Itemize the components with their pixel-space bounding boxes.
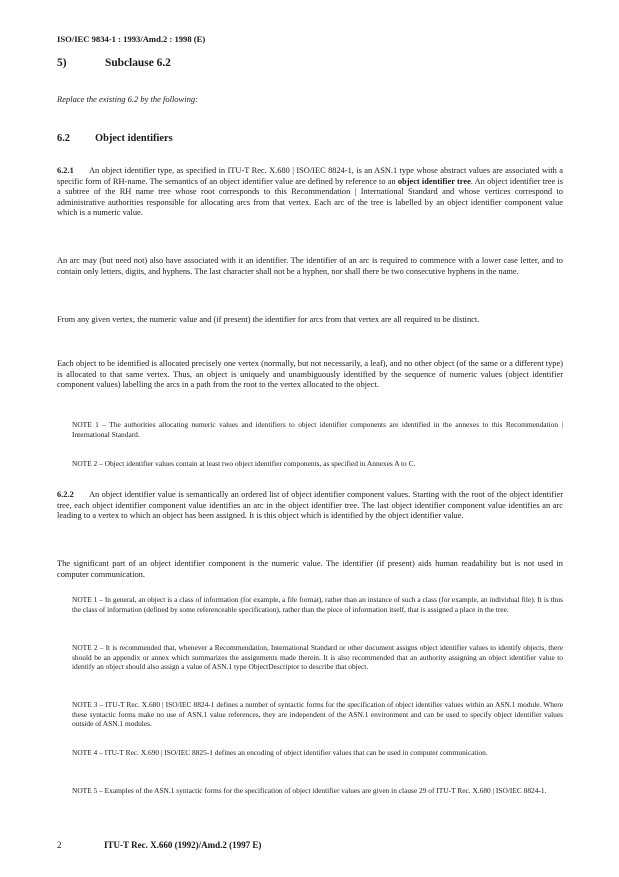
paragraph-6-2-1-3: From any given vertex, the numeric value and (if present) the identifier for arcs from that vertex are all required to be distinct.	[57, 315, 480, 324]
subclause-heading	[57, 57, 171, 69]
term-object-identifier-tree: object identifier tree	[397, 176, 471, 186]
replace-instruction: Replace the existing 6.2 by the following:	[57, 94, 198, 104]
paragraph-6-2-2-2: The significant part of an object identifier component is the numeric value. The identifier (if present) aids human readability but is not used in computer communication.	[57, 559, 563, 579]
paragraph-6-2-1-4: Each object to be identified is allocated precisely one vertex (normally, but not necessarily, a leaf), and no other object (of the same or a different type) is allocated to that same vertex. Thus, an object is uniquely and unambiguously identified by the sequence of numeric values (object identifier component values) labelling the arcs in a path from the root to the vertex allocated to the object.	[57, 359, 563, 390]
subclause-number: 5)	[57, 57, 67, 69]
page-footer	[57, 840, 261, 850]
clause-number-6-2-2: 6.2.2	[57, 490, 74, 499]
paragraph-6-2-1-2: An arc may (but need not) also have associated with it an identifier. The identifier of an arc is required to commence with a lower case letter, and to contain only letters, digits, and hyphens. The last character shall not be a hyphen, nor shall there be two consecutive hyphens in the name.	[57, 256, 563, 276]
section-heading	[57, 133, 173, 144]
clause-number-6-2-1: 6.2.1	[57, 166, 74, 175]
page-number: 2	[57, 840, 62, 850]
paragraph-6-2-2-1: 6.2.2 An object identifier value is semantically an ordered list of object identifier component values. Starting with the root of the object identifier tree, each object identifier component value identifies an arc in the object identifier tree. The last object identifier component value identifies an arc leading to a vertex to which an object has been assigned. It is this object which is identified by the object identifier value.	[57, 490, 563, 521]
note-6-2-2-1: NOTE 1 – In general, an object is a class of information (for example, a file format), rather than an instance of such a class (for example, an individual file). It is thus the class of information (defined by some referenceable specification), rather than the piece of information itself, that is assigned a place in the tree.	[72, 595, 563, 614]
section-title: Object identifiers	[95, 133, 173, 144]
note-6-2-1-1: NOTE 1 – The authorities allocating numeric values and identifiers to object identifier components are identified in the annexes to this Recommendation | International Standard.	[72, 420, 563, 439]
subclause-title: Subclause 6.2	[105, 57, 171, 69]
note-6-2-2-2: NOTE 2 – It is recommended that, whenever a Recommendation, International Standard or other document assigns object identifier values to identify objects, there should be an appendix or annex which summarizes the assignments made therein. It is also recommended that an authority assigning an object identifier value to identify an object should also assign a value of ASN.1 type ObjectDescriptor to describe that object.	[72, 643, 563, 672]
paragraph-6-2-1-1: 6.2.1 An object identifier type, as specified in ITU-T Rec. X.680 | ISO/IEC 8824-1, is an ASN.1 type whose abstract values are associated with a specific form of RH-name. The semantics of an object identifier value are defined by reference to an object identifier tree. An object identifier tree is a subtree of the RH name tree whose root corresponds to this Recommendation | International Standard and whose vertices correspond to administrative authorities responsible for allocating arcs from that vertex. Each arc of the tree is labelled by an object identifier component value which is a numeric value.	[57, 166, 563, 218]
running-header: ISO/IEC 9834-1 : 1993/Amd.2 : 1998 (E)	[57, 34, 206, 44]
note-6-2-2-4: NOTE 4 – ITU-T Rec. X.690 | ISO/IEC 8825-1 defines an encoding of object identifier values that can be used in computer communication.	[72, 748, 488, 757]
note-6-2-2-3: NOTE 3 – ITU-T Rec. X.680 | ISO/IEC 8824-1 defines a number of syntactic forms for the specification of object identifier values within an ASN.1 module. Where these syntactic forms make no use of ASN.1 value references, they are independent of the ASN.1 environment and can be used to specify object identifier values outside of ASN.1 modules.	[72, 700, 563, 729]
footer-title: ITU-T Rec. X.660 (1992)/Amd.2 (1997 E)	[104, 840, 262, 850]
section-number: 6.2	[57, 133, 70, 144]
note-6-2-1-2: NOTE 2 – Object identifier values contain at least two object identifier components, as specified in Annexes A to C.	[72, 459, 416, 468]
note-6-2-2-5: NOTE 5 – Examples of the ASN.1 syntactic forms for the specification of object identifier values are given in clause 29 of ITU-T Rec. X.680 | ISO/IEC 8824-1.	[72, 786, 547, 795]
